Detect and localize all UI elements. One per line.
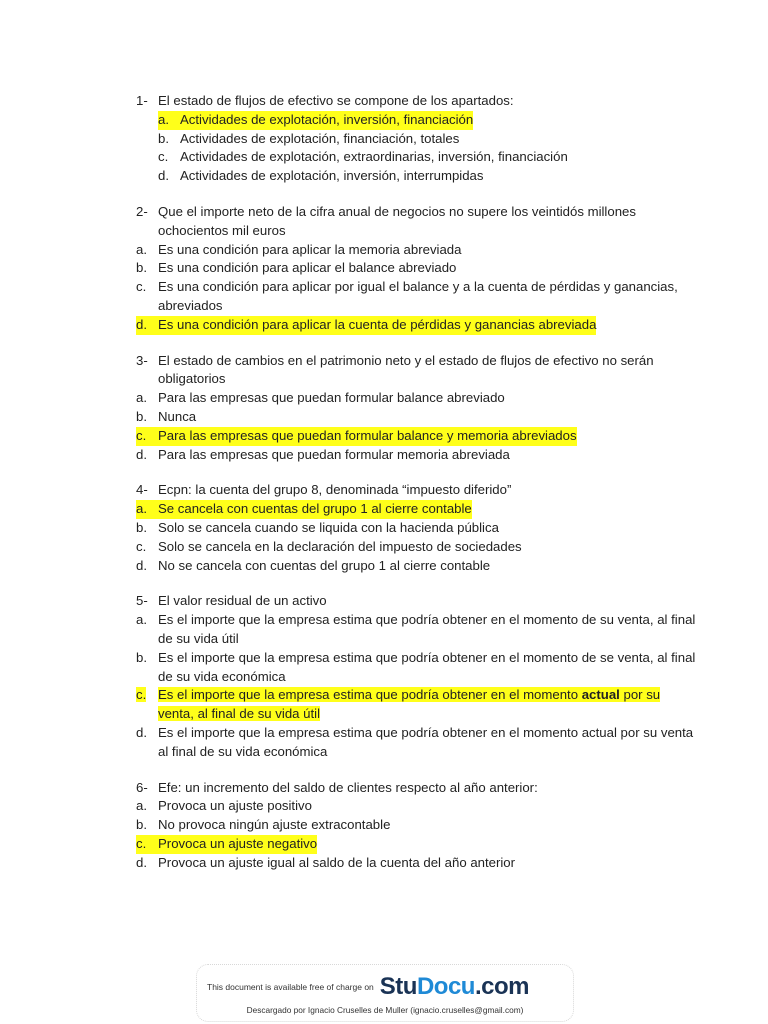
option-d (136, 557, 696, 576)
question-number: 3- (136, 352, 148, 368)
option-letter: d. (136, 316, 147, 332)
question-4 (136, 481, 696, 575)
option-letter: c. (158, 149, 169, 165)
option-letter: a. (136, 798, 147, 814)
option-c (136, 835, 696, 854)
option-letter: b. (136, 519, 147, 535)
option-b (136, 408, 696, 427)
option-letter: c. (136, 279, 147, 295)
studocu-logo-link[interactable] (380, 973, 529, 1001)
option-letter: b. (136, 260, 147, 276)
option-letter: d. (158, 168, 169, 184)
option-letter: d. (136, 724, 147, 740)
option-letter: c. (136, 538, 147, 554)
question-6 (136, 779, 696, 873)
option-text: Solo se cancela en la declaración del impuesto de sociedades (158, 538, 522, 554)
question-stem (136, 203, 696, 241)
option-letter: a. (136, 612, 147, 628)
option-c (136, 686, 696, 724)
option-text: Se cancela con cuentas del grupo 1 al cierre contable (158, 501, 472, 517)
option-a (136, 611, 696, 649)
logo-docu: Docu (416, 973, 475, 1000)
question-stem (136, 352, 696, 390)
option-text: Es una condición para aplicar la memoria abreviada (158, 241, 462, 257)
option-letter: b. (158, 130, 169, 146)
question-text: Efe: un incremento del saldo de clientes respecto al año anterior: (158, 779, 538, 795)
option-text: No se cancela con cuentas del grupo 1 al cierre contable (158, 557, 491, 573)
option-text: Para las empresas que puedan formular memoria abreviada (158, 446, 510, 462)
option-a (136, 389, 696, 408)
option-c (136, 538, 696, 557)
option-b (136, 816, 696, 835)
footer-availability (207, 973, 529, 1001)
question-3 (136, 352, 696, 465)
option-letter: a. (136, 390, 147, 406)
option-text: Para las empresas que puedan formular balance y memoria abreviados (158, 427, 577, 443)
option-letter: c. (136, 687, 147, 703)
option-text: Provoca un ajuste positivo (158, 798, 312, 814)
option-letter: c. (136, 835, 147, 851)
option-c (136, 278, 696, 316)
option-text-bold: actual (581, 687, 620, 703)
option-a (136, 111, 696, 130)
option-text (158, 686, 696, 724)
option-letter: d. (136, 557, 147, 573)
question-number: 4- (136, 482, 148, 498)
option-letter: a. (136, 241, 147, 257)
option-c (136, 427, 696, 446)
question-number: 1- (136, 93, 148, 108)
question-1 (136, 92, 696, 186)
option-text: Para las empresas que puedan formular balance abreviado (158, 390, 505, 406)
option-a (136, 241, 696, 260)
option-b (136, 130, 696, 149)
option-d (136, 854, 696, 873)
option-letter: a. (158, 111, 169, 127)
question-stem (136, 779, 696, 798)
option-text: Es el importe que la empresa estima que podría obtener en el momento de su venta, al final de su vida útil (158, 612, 696, 646)
logo-com: .com (474, 973, 529, 1000)
question-stem (136, 592, 696, 611)
option-text: Actividades de explotación, extraordinarias, inversión, financiación (180, 149, 568, 165)
option-d (136, 167, 696, 186)
question-text: Que el importe neto de la cifra anual de negocios no supere los veintidós millones ochocientos mil euros (158, 203, 636, 238)
question-number: 2- (136, 203, 148, 219)
question-number: 6- (136, 779, 148, 795)
question-stem (136, 92, 696, 111)
option-text: No provoca ningún ajuste extracontable (158, 817, 391, 833)
option-d (136, 724, 696, 762)
studocu-footer (196, 964, 574, 1022)
option-a (136, 797, 696, 816)
option-text: Es el importe que la empresa estima que podría obtener en el momento de se venta, al final de su vida económica (158, 649, 696, 684)
option-letter: b. (136, 649, 147, 665)
question-stem (136, 481, 696, 500)
downloaded-by-text: Descargado por Ignacio Cruselles de Muller (ignacio.cruselles@gmail.com) (246, 1005, 524, 1015)
option-b (136, 649, 696, 687)
option-letter: c. (136, 427, 147, 443)
question-text: El estado de cambios en el patrimonio neto y el estado de flujos de efectivo no serán obligatorios (158, 352, 654, 387)
option-letter: a. (136, 501, 147, 517)
option-b (136, 519, 696, 538)
option-text: Es una condición para aplicar por igual el balance y a la cuenta de pérdidas y ganancias, abreviados (158, 279, 678, 313)
question-text: Ecpn: la cuenta del grupo 8, denominada “impuesto diferido” (158, 482, 512, 498)
question-text: El valor residual de un activo (158, 593, 327, 609)
option-letter: b. (136, 817, 147, 833)
option-b (136, 259, 696, 278)
option-d (136, 316, 696, 335)
option-text-before: Es el importe que la empresa estima que podría obtener en el momento (158, 687, 582, 703)
question-list (136, 92, 696, 889)
option-text-after: por su venta, al final de su vida útil (158, 687, 661, 722)
question-5 (136, 592, 696, 761)
option-text: Actividades de explotación, inversión, interrumpidas (180, 168, 484, 184)
option-letter: d. (136, 854, 147, 870)
option-d (136, 446, 696, 465)
availability-text: This document is available free of charge on (207, 982, 374, 992)
option-text: Es una condición para aplicar el balance abreviado (158, 260, 457, 276)
option-text: Solo se cancela cuando se liquida con la hacienda pública (158, 519, 499, 535)
option-text: Es el importe que la empresa estima que podría obtener en el momento actual por su venta al final de su vida económica (158, 724, 694, 759)
option-letter: d. (136, 446, 147, 462)
option-a (136, 500, 696, 519)
question-number: 5- (136, 593, 148, 609)
option-text: Actividades de explotación, inversión, financiación (180, 111, 474, 127)
option-text: Nunca (158, 408, 197, 424)
option-letter: b. (136, 408, 147, 424)
option-text: Provoca un ajuste negativo (158, 835, 318, 851)
option-text: Es una condición para aplicar la cuenta de pérdidas y ganancias abreviada (158, 316, 597, 332)
option-c (136, 148, 696, 167)
option-text: Actividades de explotación, financiación, totales (180, 130, 460, 146)
question-text: El estado de flujos de efectivo se compone de los apartados: (158, 93, 514, 108)
question-2 (136, 203, 696, 335)
option-text: Provoca un ajuste igual al saldo de la cuenta del año anterior (158, 854, 516, 870)
logo-stu: Stu (379, 973, 417, 1000)
